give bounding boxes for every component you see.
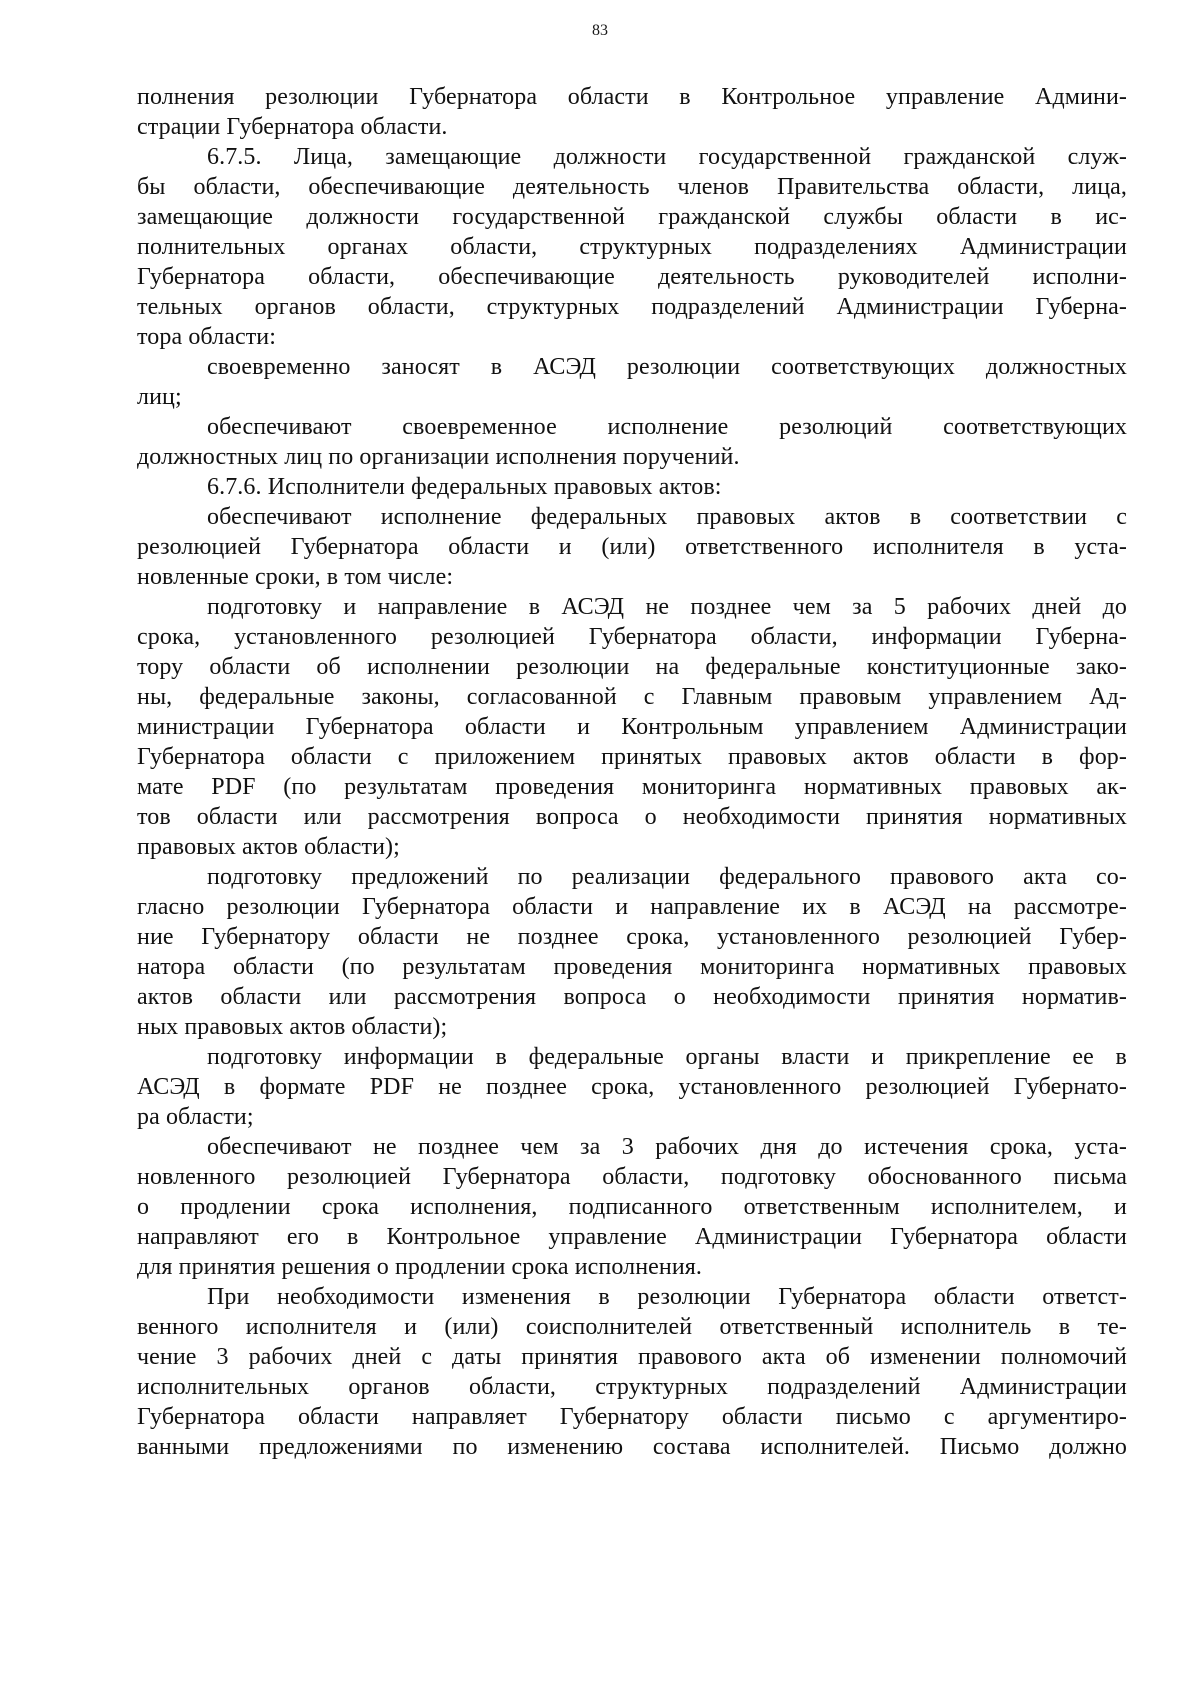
text-line: подготовку и направление в АСЭД не позднее чем за 5 рабочих дней до — [207, 594, 1127, 620]
text-line: обеспечивают не позднее чем за 3 рабочих дня до истечения срока, уста- — [207, 1134, 1127, 1160]
text-line: мате PDF (по результатам проведения мониторинга нормативных правовых ак- — [137, 774, 1127, 800]
text-line: направляют его в Контрольное управление Администрации Губернатора области — [137, 1224, 1127, 1250]
text-line: чение 3 рабочих дней с даты принятия правового акта об изменении полномочий — [137, 1344, 1127, 1370]
paragraph — [137, 82, 1127, 142]
text-line: своевременно заносят в АСЭД резолюции соответствующих должностных — [207, 354, 1127, 380]
text-line: обеспечивают исполнение федеральных правовых актов в соответствии с — [207, 504, 1127, 530]
text-line: венного исполнителя и (или) соисполнителей ответственный исполнитель в те- — [137, 1314, 1127, 1340]
page-number: 83 — [592, 22, 608, 39]
paragraph — [137, 472, 1127, 502]
text-line: о продлении срока исполнения, подписанного ответственным исполнителем, и — [137, 1194, 1127, 1220]
text-line: подготовку информации в федеральные органы власти и прикрепление ее в — [207, 1044, 1127, 1070]
paragraph — [137, 502, 1127, 592]
text-line: ние Губернатору области не позднее срока, установленного резолюцией Губер- — [137, 924, 1127, 950]
paragraph — [137, 1132, 1127, 1282]
text-line: ны, федеральные законы, согласованной с Главным правовым управлением Ад- — [137, 684, 1127, 710]
text-line: тору области об исполнении резолюции на федеральные конституционные зако- — [137, 654, 1127, 680]
text-line: для принятия решения о продлении срока исполнения. — [137, 1254, 703, 1280]
text-line: должностных лиц по организации исполнения поручений. — [137, 444, 740, 470]
text-line: новленного резолюцией Губернатора области, подготовку обоснованного письма — [137, 1164, 1127, 1190]
text-line: бы области, обеспечивающие деятельность членов Правительства области, лица, — [137, 174, 1127, 200]
paragraph — [137, 592, 1127, 862]
text-line: замещающие должности государственной гражданской службы области в ис- — [137, 204, 1127, 230]
paragraph — [137, 142, 1127, 352]
text-line: подготовку предложений по реализации федерального правового акта со- — [207, 864, 1127, 890]
text-line: министрации Губернатора области и Контрольным управлением Администрации — [137, 714, 1127, 740]
text-line: тора области: — [137, 324, 277, 350]
text-line: 6.7.6. Исполнители федеральных правовых актов: — [207, 474, 722, 500]
text-line: страции Губернатора области. — [137, 114, 448, 140]
text-line: ванными предложениями по изменению состава исполнителей. Письмо должно — [137, 1434, 1127, 1460]
text-line: АСЭД в формате PDF не позднее срока, установленного резолюцией Губернато- — [137, 1074, 1127, 1100]
text-line: тов области или рассмотрения вопроса о необходимости принятия нормативных — [137, 804, 1127, 830]
paragraph — [137, 1282, 1127, 1462]
document-body — [137, 82, 1127, 1462]
text-line: обеспечивают своевременное исполнение резолюций соответствующих — [207, 414, 1127, 440]
text-line: ных правовых актов области); — [137, 1014, 448, 1040]
text-line: ра области; — [137, 1104, 254, 1130]
text-line: полнения резолюции Губернатора области в Контрольное управление Админи- — [137, 84, 1127, 110]
paragraph — [137, 412, 1127, 472]
paragraph — [137, 862, 1127, 1042]
text-line: исполнительных органов области, структурных подразделений Администрации — [137, 1374, 1127, 1400]
text-line: новленные сроки, в том числе: — [137, 564, 454, 590]
text-line: Губернатора области с приложением принятых правовых актов области в фор- — [137, 744, 1127, 770]
text-line: срока, установленного резолюцией Губернатора области, информации Губерна- — [137, 624, 1127, 650]
text-line: правовых актов области); — [137, 834, 400, 860]
text-line: 6.7.5. Лица, замещающие должности государственной гражданской служ- — [207, 144, 1127, 170]
paragraph — [137, 1042, 1127, 1132]
text-line: резолюцией Губернатора области и (или) ответственного исполнителя в уста- — [137, 534, 1127, 560]
text-line: полнительных органах области, структурных подразделениях Администрации — [137, 234, 1127, 260]
text-line: актов области или рассмотрения вопроса о необходимости принятия норматив- — [137, 984, 1127, 1010]
text-line: лиц; — [137, 384, 182, 410]
paragraph — [137, 352, 1127, 412]
text-line: Губернатора области направляет Губернатору области письмо с аргументиро- — [137, 1404, 1127, 1430]
text-line: гласно резолюции Губернатора области и направление их в АСЭД на рассмотре- — [137, 894, 1127, 920]
text-line: Губернатора области, обеспечивающие деятельность руководителей исполни- — [137, 264, 1127, 290]
text-line: тельных органов области, структурных подразделений Администрации Губерна- — [137, 294, 1127, 320]
text-line: натора области (по результатам проведения мониторинга нормативных правовых — [137, 954, 1127, 980]
text-line: При необходимости изменения в резолюции Губернатора области ответст- — [207, 1284, 1127, 1310]
